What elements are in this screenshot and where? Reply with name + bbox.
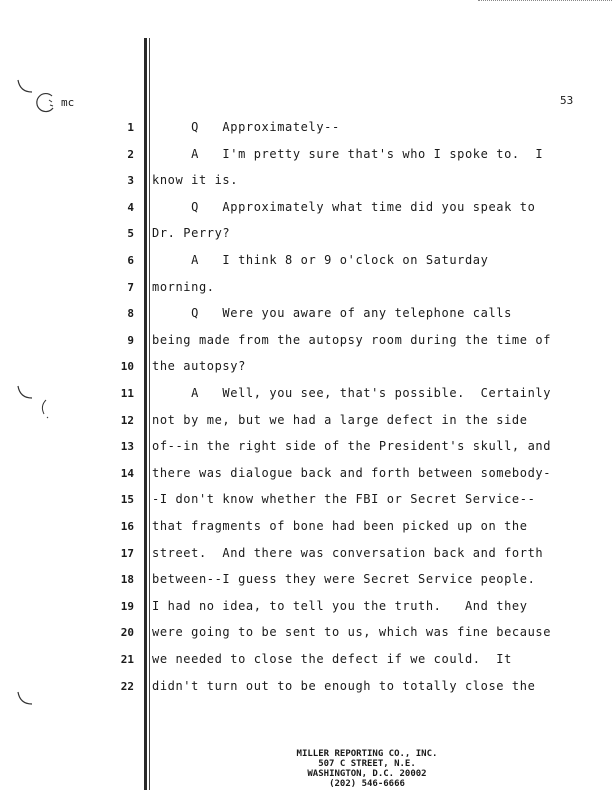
line-number: 5 bbox=[127, 227, 134, 240]
line-number: 11 bbox=[120, 387, 134, 400]
line-number: 21 bbox=[120, 653, 134, 666]
line-text: A I'm pretty sure that's who I spoke to. I bbox=[152, 147, 544, 161]
line-number: 4 bbox=[127, 201, 134, 214]
page-number: 53 bbox=[560, 94, 574, 107]
line-text: Q Approximately-- bbox=[152, 120, 340, 134]
line-text: between--I guess they were Secret Service people. bbox=[152, 572, 536, 586]
line-number: 12 bbox=[120, 414, 134, 427]
line-text: A I think 8 or 9 o'clock on Saturday bbox=[152, 253, 489, 267]
line-text: know it is. bbox=[152, 173, 239, 187]
footer-phone: (202) 546-6666 bbox=[329, 779, 405, 789]
line-number: 22 bbox=[120, 680, 134, 693]
line-text: that fragments of bone had been picked up on the bbox=[152, 519, 528, 533]
line-text: morning. bbox=[152, 280, 215, 294]
margin-rule-inner bbox=[149, 38, 150, 790]
line-number: 20 bbox=[120, 626, 134, 639]
footer-city: WASHINGTON, D.C. 20002 bbox=[307, 769, 427, 779]
binder-hole-mark-middle bbox=[14, 384, 54, 424]
line-number: 8 bbox=[127, 307, 134, 320]
line-text: Q Were you aware of any telephone calls bbox=[152, 306, 512, 320]
line-number: 15 bbox=[120, 493, 134, 506]
line-number: 7 bbox=[127, 281, 134, 294]
line-text: -I don't know whether the FBI or Secret Service-- bbox=[152, 492, 536, 506]
line-text: Q Approximately what time did you speak to bbox=[152, 200, 536, 214]
line-number: 10 bbox=[120, 360, 134, 373]
line-text: we needed to close the defect if we could. It bbox=[152, 652, 512, 666]
line-number: 14 bbox=[120, 467, 134, 480]
line-number: 3 bbox=[127, 174, 134, 187]
footer-street: 507 C STREET, N.E. bbox=[318, 759, 416, 769]
line-number: 18 bbox=[120, 573, 134, 586]
line-number: 13 bbox=[120, 440, 134, 453]
reporter-initials: mc bbox=[61, 96, 75, 109]
binder-hole-mark-bottom bbox=[14, 690, 44, 714]
line-text: I had no idea, to tell you the truth. And they bbox=[152, 599, 528, 613]
line-number: 6 bbox=[127, 254, 134, 267]
line-text: Dr. Perry? bbox=[152, 226, 231, 240]
line-text: being made from the autopsy room during the time of bbox=[152, 333, 552, 347]
reporting-company-footer bbox=[272, 749, 462, 789]
margin-rule bbox=[144, 38, 147, 790]
line-text: there was dialogue back and forth between somebody- bbox=[152, 466, 552, 480]
line-number: 16 bbox=[120, 520, 134, 533]
line-text: the autopsy? bbox=[152, 359, 246, 373]
line-text: A Well, you see, that's possible. Certainly bbox=[152, 386, 552, 400]
line-number: 19 bbox=[120, 600, 134, 613]
line-number: 17 bbox=[120, 547, 134, 560]
line-text: street. And there was conversation back and forth bbox=[152, 546, 544, 560]
line-text: of--in the right side of the President's skull, and bbox=[152, 439, 552, 453]
line-number: 1 bbox=[127, 121, 134, 134]
line-number: 9 bbox=[127, 334, 134, 347]
line-text: not by me, but we had a large defect in the side bbox=[152, 413, 528, 427]
line-text: were going to be sent to us, which was fine because bbox=[152, 625, 552, 639]
line-number: 2 bbox=[127, 148, 134, 161]
footer-company: MILLER REPORTING CO., INC. bbox=[296, 749, 438, 759]
scan-artifact bbox=[478, 0, 612, 4]
line-text: didn't turn out to be enough to totally close the bbox=[152, 679, 536, 693]
